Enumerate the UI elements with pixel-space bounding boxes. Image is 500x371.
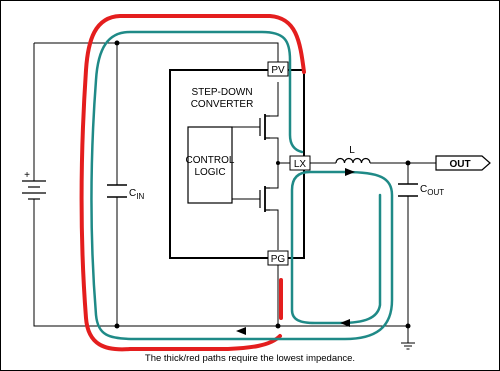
lx-pin-label: LX [293,159,307,170]
junction-dot [406,161,411,166]
control-logic-line2: LOGIC [194,167,226,178]
control-logic-line1: CONTROL [185,155,235,166]
junction-dot [276,324,281,329]
junction-dot [406,324,411,329]
cin-label: $C_{IN}$ [129,188,145,201]
inductor-label: L [349,145,355,156]
junction-dot [276,161,280,165]
cout-label: $C_{OUT}$ [420,184,445,197]
pg-pin-label: PG [270,254,286,265]
figure-caption: The thick/red paths require the lowest impedance. [144,353,356,364]
output-label: OUT [449,159,471,170]
junction-dot [115,41,120,46]
converter-title-line1: STEP-DOWN [191,87,253,98]
battery-plus-label: + [24,170,30,181]
converter-title-line2: CONVERTER [190,99,254,110]
junction-dot [115,324,120,329]
pv-pin-label: PV [271,65,285,76]
